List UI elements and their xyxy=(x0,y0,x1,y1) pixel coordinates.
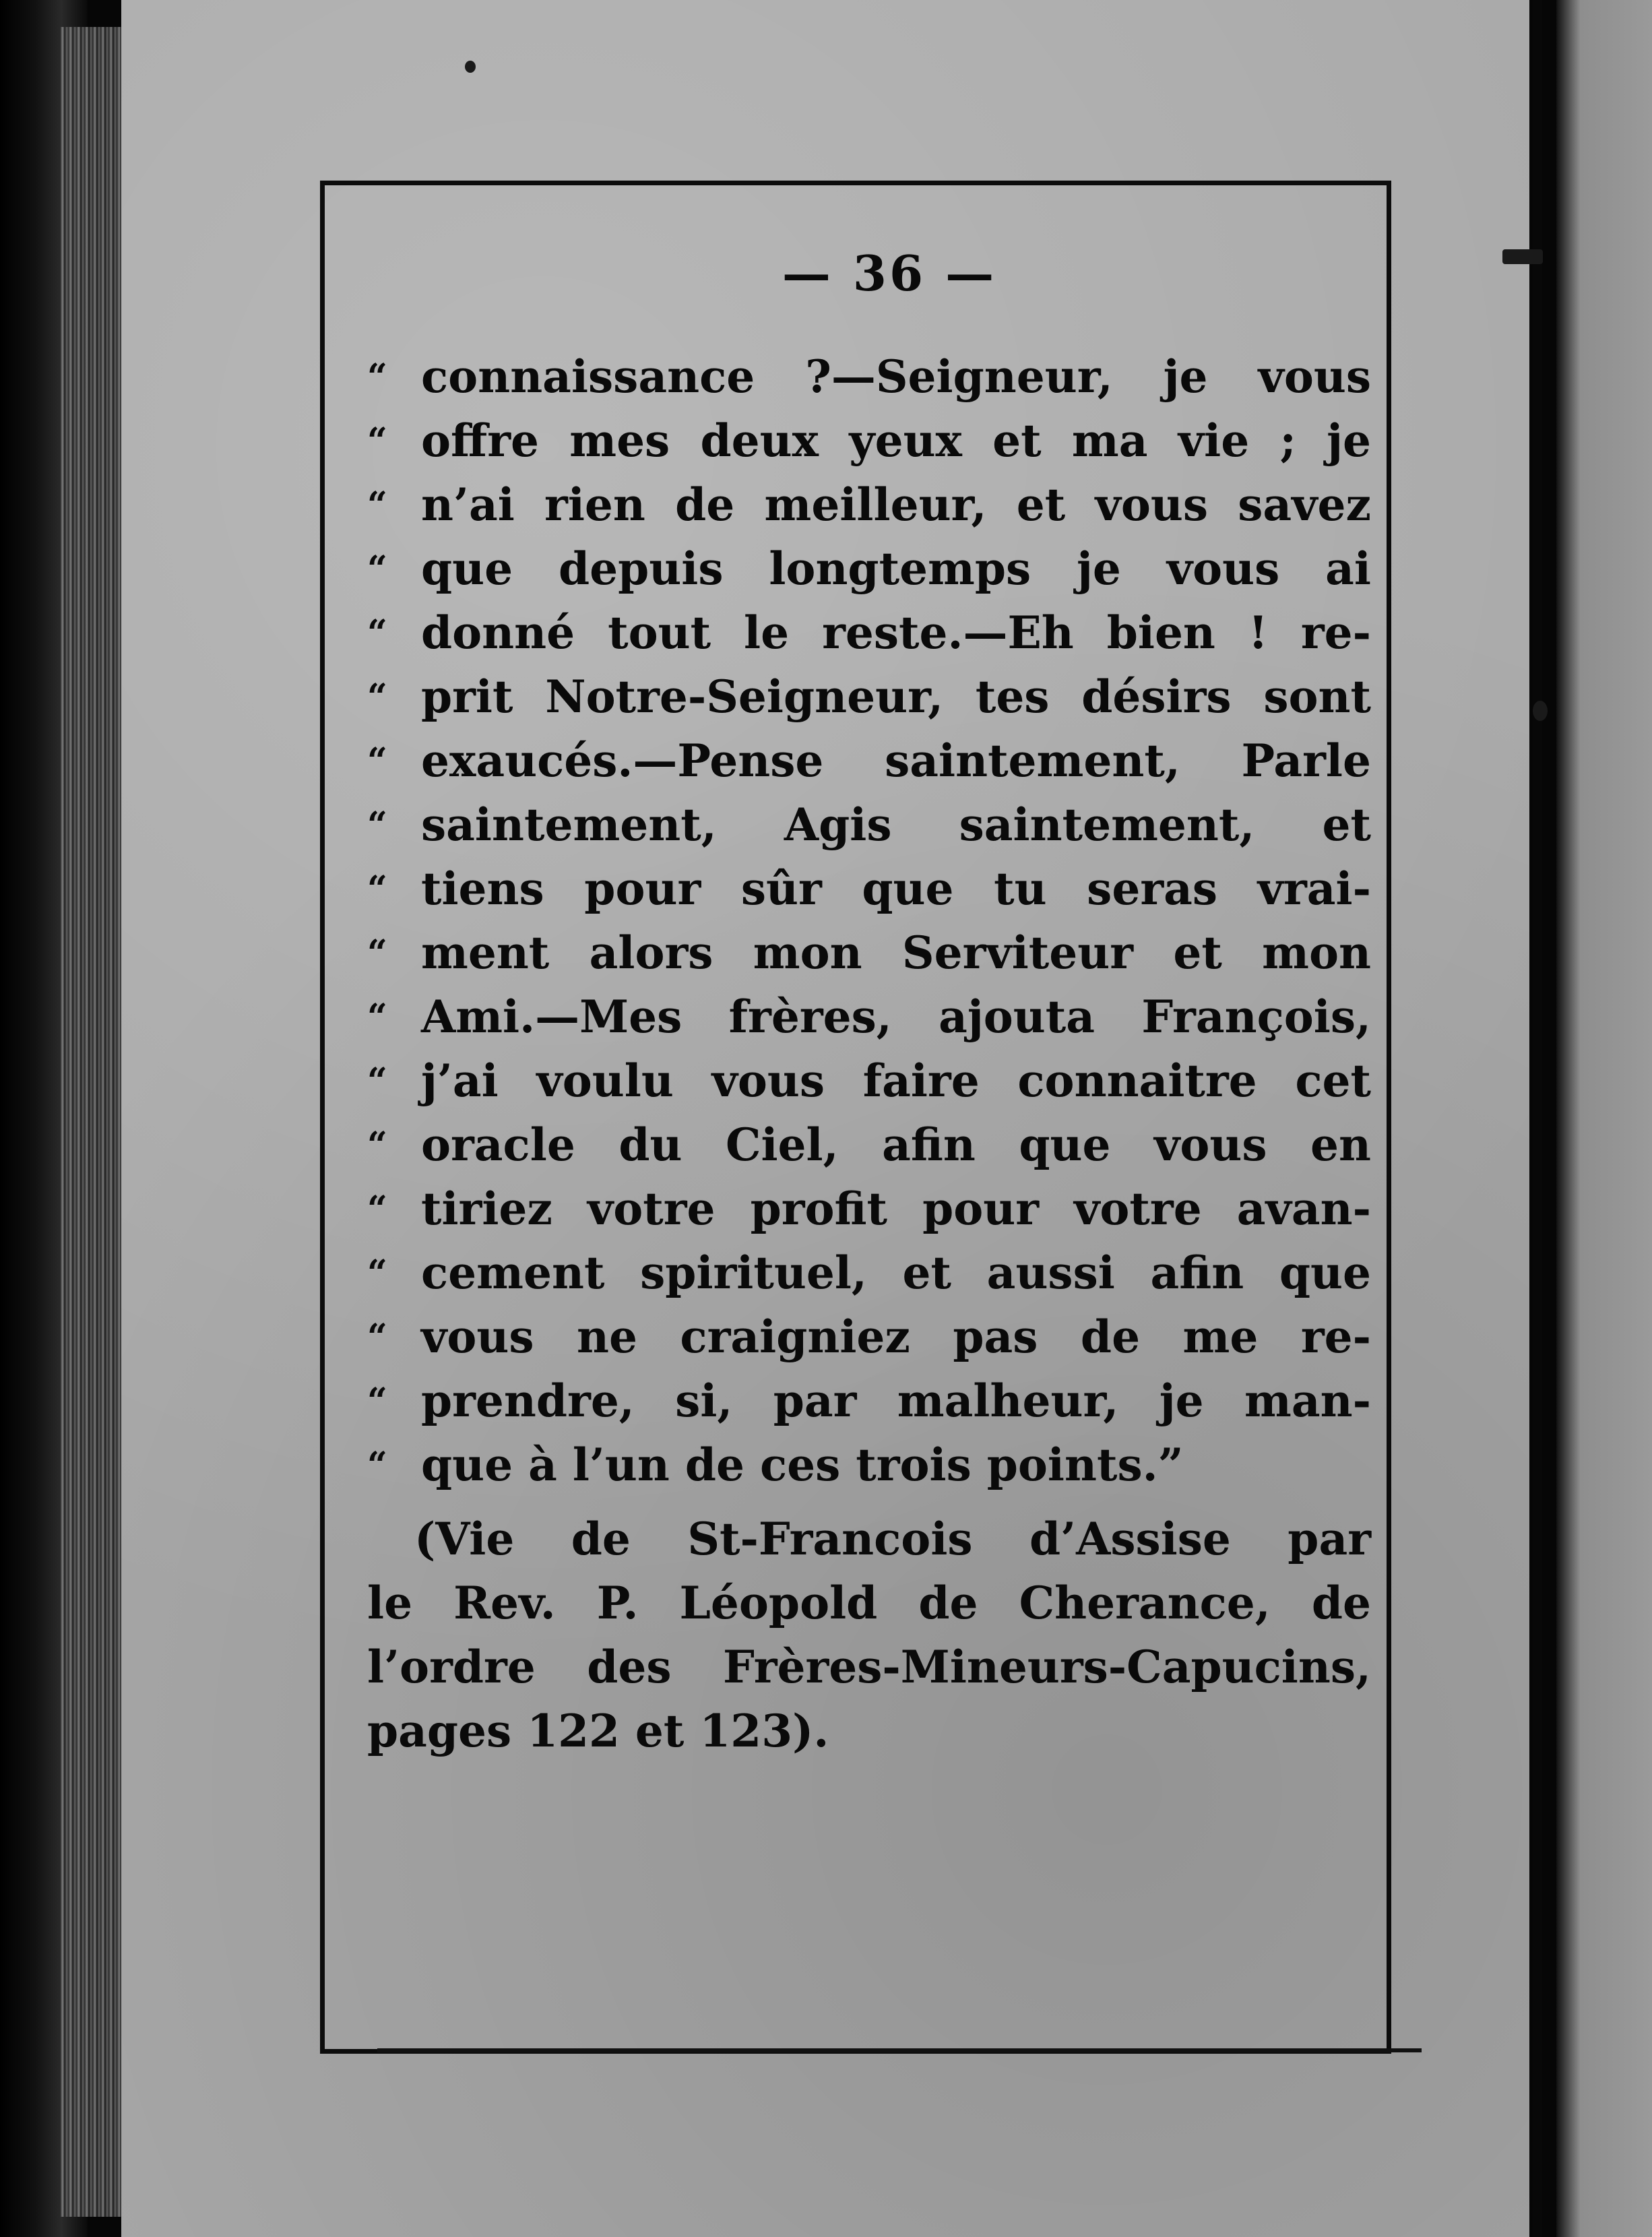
frame-bottom-rule xyxy=(377,2048,1422,2052)
quote-line-text: j’ai voulu vous faire connaitre cet xyxy=(421,1054,1371,1107)
reference-line: (Vie de St-Francois d’Assise par xyxy=(414,1513,1371,1565)
quote-mark: “ xyxy=(367,1125,387,1166)
quote-line xyxy=(367,921,1371,985)
quote-line xyxy=(367,793,1371,857)
quote-line-text: tiriez votre profit pour votre avan- xyxy=(421,1183,1371,1235)
quote-mark: “ xyxy=(367,420,387,462)
quote-line xyxy=(367,409,1371,473)
quote-line-text: vous ne craigniez pas de me re- xyxy=(421,1311,1371,1363)
quote-line xyxy=(367,537,1371,601)
quote-mark: “ xyxy=(367,1189,387,1230)
reference-line: le Rev. P. Léopold de Cherance, de xyxy=(367,1577,1371,1629)
page-number: — 36 — xyxy=(782,245,997,302)
text-block xyxy=(367,245,1371,1763)
quote-mark: “ xyxy=(367,997,387,1038)
quote-mark: “ xyxy=(367,676,387,718)
quote-line xyxy=(367,345,1371,409)
quote-line-text: ment alors mon Serviteur et mon xyxy=(421,926,1371,979)
quote-line xyxy=(367,601,1371,665)
quote-line xyxy=(367,665,1371,729)
quote-mark: “ xyxy=(367,612,387,654)
quote-line xyxy=(367,729,1371,793)
quote-line-text: oracle du Ciel, afin que vous en xyxy=(421,1118,1371,1171)
facing-page-edge xyxy=(1556,0,1652,2237)
gutter-shadow xyxy=(1533,0,1542,2237)
reference-citation xyxy=(367,1507,1371,1763)
quote-line-text: que depuis longtemps je vous ai xyxy=(421,542,1371,595)
quote-line-text: donné tout le reste.—Eh bien ! re- xyxy=(421,606,1371,659)
quote-mark: “ xyxy=(367,1061,387,1102)
quote-mark: “ xyxy=(367,484,387,526)
quote-mark: “ xyxy=(367,356,387,398)
reference-line: l’ordre des Frères-Mineurs-Capucins, xyxy=(367,1641,1371,1693)
quote-mark: “ xyxy=(367,1381,387,1422)
quote-mark: “ xyxy=(367,869,387,910)
quote-mark: “ xyxy=(367,1445,387,1486)
quote-mark: “ xyxy=(367,1317,387,1358)
quote-mark: “ xyxy=(367,805,387,846)
quote-line xyxy=(367,1305,1371,1369)
quote-line xyxy=(367,985,1371,1049)
quote-line-text: cement spirituel, et aussi afin que xyxy=(421,1247,1371,1299)
quote-line xyxy=(367,1241,1371,1305)
quote-line-text: prendre, si, par malheur, je man- xyxy=(421,1375,1371,1427)
quote-mark: “ xyxy=(367,548,387,590)
quote-line-text: saintement, Agis saintement, et xyxy=(421,798,1371,851)
quote-lines xyxy=(367,345,1371,1497)
quote-line-text: connaissance ?—Seigneur, je vous xyxy=(421,350,1371,403)
quote-line-text: prit Notre-Seigneur, tes désirs sont xyxy=(421,670,1371,723)
quote-line xyxy=(367,1369,1371,1433)
quote-line xyxy=(367,1433,1371,1497)
quote-line xyxy=(367,473,1371,537)
quote-line-text: Ami.—Mes frères, ajouta François, xyxy=(421,990,1371,1043)
quote-mark: “ xyxy=(367,933,387,974)
quote-line-text: tiens pour sûr que tu seras vrai- xyxy=(421,862,1371,915)
ink-speck xyxy=(465,61,476,73)
quote-line-text: que à l’un de ces trois points.” xyxy=(421,1439,1184,1491)
quote-line xyxy=(367,1049,1371,1113)
reference-line: pages 122 et 123). xyxy=(367,1705,829,1757)
ink-speck xyxy=(1502,249,1543,264)
quote-line xyxy=(367,1113,1371,1177)
quote-line xyxy=(367,857,1371,921)
quote-line-text: n’ai rien de meilleur, et vous savez xyxy=(421,478,1371,531)
ink-speck xyxy=(1533,701,1548,721)
quote-mark: “ xyxy=(367,1253,387,1294)
quote-mark: “ xyxy=(367,741,387,782)
quote-line xyxy=(367,1177,1371,1241)
quote-line-text: offre mes deux yeux et ma vie ; je xyxy=(421,414,1371,467)
quote-line-text: exaucés.—Pense saintement, Parle xyxy=(421,734,1371,787)
